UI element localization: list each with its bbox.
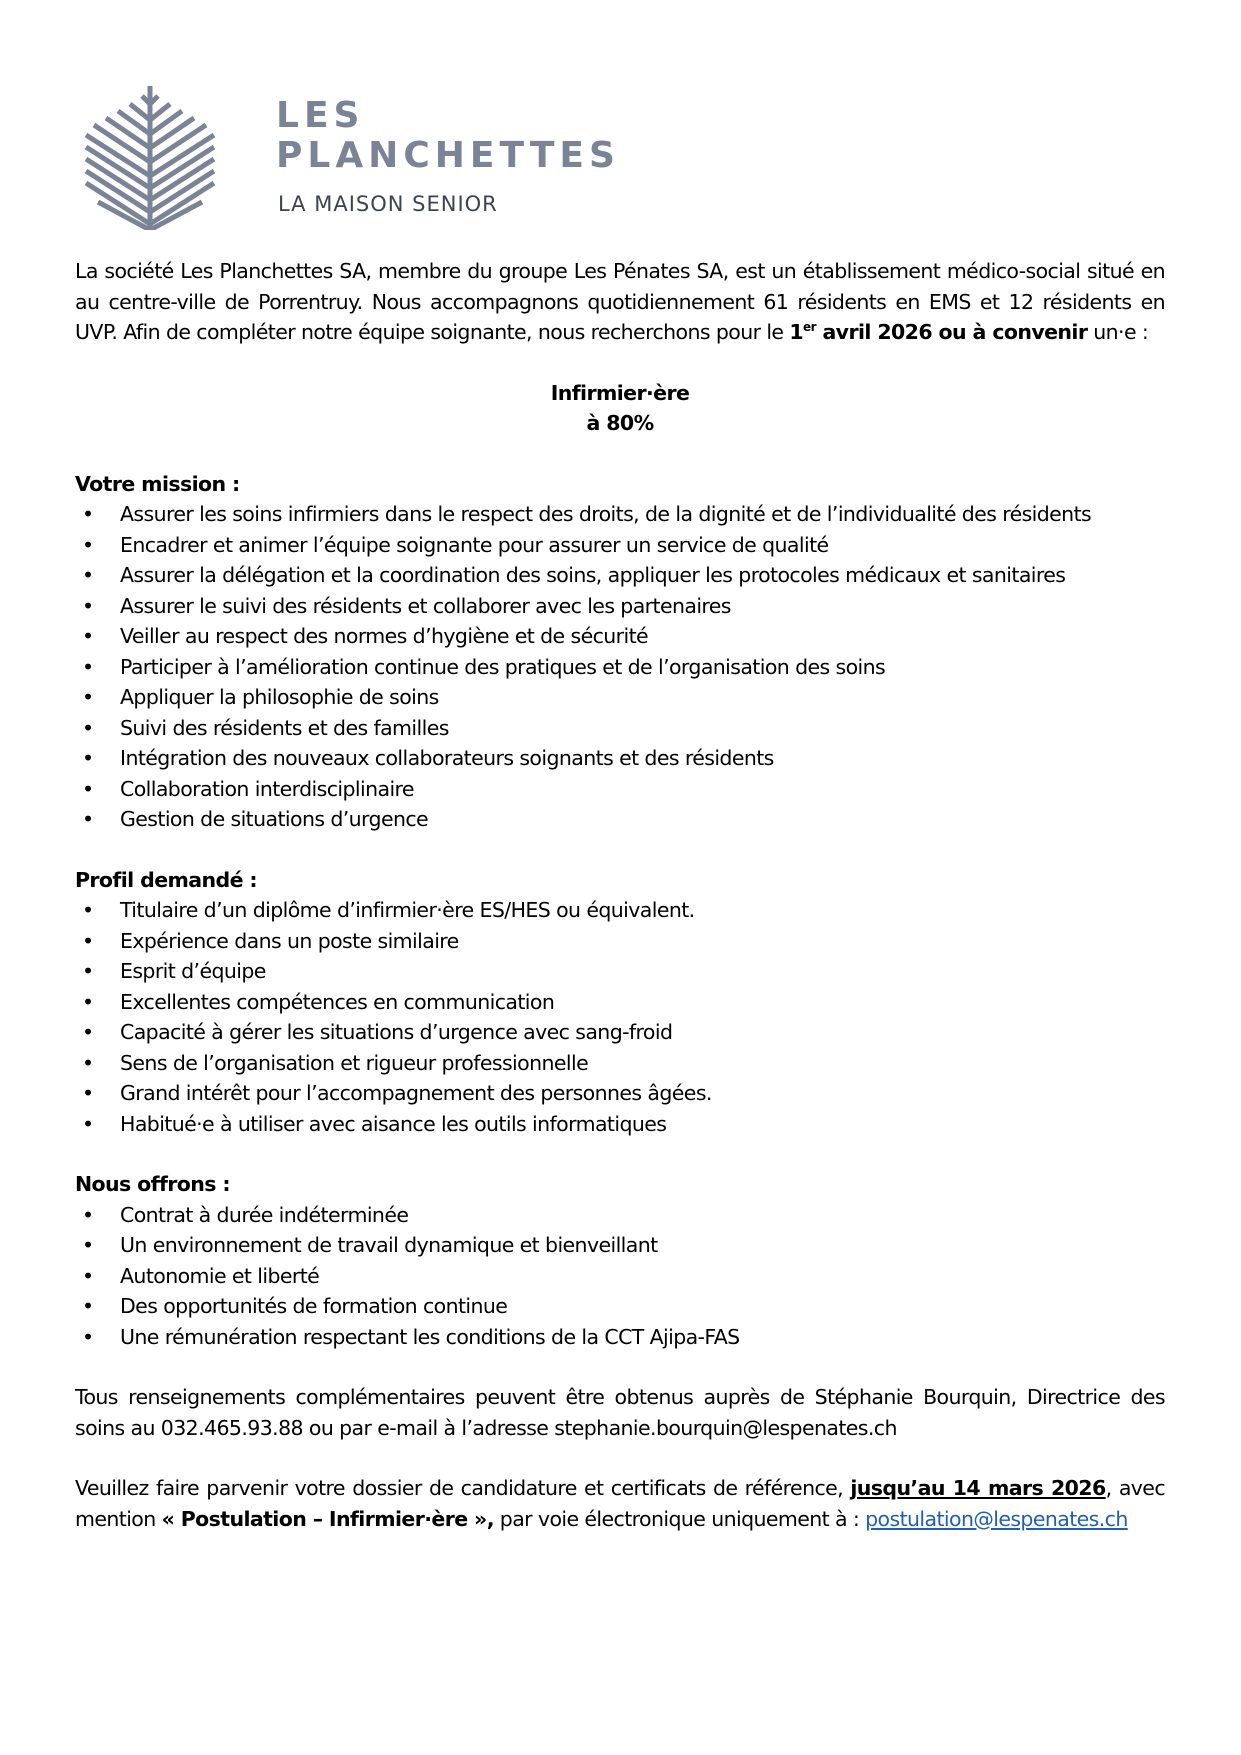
logo-tagline: LA MAISON SENIOR — [278, 192, 498, 216]
start-date-day: 1 — [789, 320, 804, 344]
list-item: • Participer à l’amélioration continue des pratiques et de l’organisation des soins — [75, 652, 1165, 683]
list-item: • Suivi des résidents et des familles — [75, 713, 1165, 744]
list-item: • Esprit d’équipe — [75, 956, 1165, 987]
list-item: • Sens de l’organisation et rigueur professionnelle — [75, 1048, 1165, 1079]
list-item: • Assurer le suivi des résidents et collaborer avec les partenaires — [75, 591, 1165, 622]
list-item: • Des opportunités de formation continue — [75, 1291, 1165, 1322]
list-item: • Assurer les soins infirmiers dans le respect des droits, de la dignité et de l’individualité des résidents — [75, 499, 1165, 530]
apply-email-link[interactable]: postulation@lespenates.ch — [865, 1506, 1128, 1531]
mission-list — [75, 499, 1165, 835]
logo-line-2: PLANCHETTES — [276, 135, 620, 176]
apply-text-post: par voie électronique uniquement à : — [493, 1506, 866, 1531]
start-date-ordinal: er — [803, 320, 816, 334]
list-item: • Habitué·e à utiliser avec aisance les outils informatiques — [75, 1109, 1165, 1140]
list-item: • Titulaire d’un diplôme d’infirmier·ère ES/HES ou équivalent. — [75, 895, 1165, 926]
list-item: • Appliquer la philosophie de soins — [75, 682, 1165, 713]
logo-line-1: LES — [276, 95, 365, 136]
apply-text-pre: Veuillez faire parvenir votre dossier de candidature et certificats de référence, — [75, 1476, 851, 1500]
list-item: • Gestion de situations d’urgence — [75, 804, 1165, 835]
job-title: Infirmier·ère — [550, 380, 690, 405]
list-item: • Une rémunération respectant les conditions de la CCT Ajipa-FAS — [75, 1322, 1165, 1353]
list-item: • Encadrer et animer l’équipe soignante pour assurer un service de qualité — [75, 530, 1165, 561]
leaf-hexagon-icon — [84, 80, 224, 230]
company-logo — [84, 80, 624, 230]
intro-text: La société Les Planchettes SA, membre du groupe Les Pénates SA, est un établissement médico-social situé en au centre-ville de Porrentruy. Nous accompagnons quotidiennement 61 résidents en EMS et 12 résidents en UVP. Afin de compléter notre équipe soignante, nous recherchons pour le — [75, 259, 1165, 344]
list-item: • Assurer la délégation et la coordination des soins, appliquer les protocoles médicaux et sanitaires — [75, 560, 1165, 591]
start-date-rest: avril 2026 ou à convenir — [815, 320, 1088, 344]
list-item: • Excellentes compétences en communication — [75, 987, 1165, 1018]
offer-list — [75, 1200, 1165, 1353]
list-item: • Autonomie et liberté — [75, 1261, 1165, 1292]
list-item: • Capacité à gérer les situations d’urgence avec sang-froid — [75, 1017, 1165, 1048]
intro-tail: un·e : — [1087, 320, 1149, 344]
mission-heading: Votre mission : — [75, 471, 240, 496]
intro-paragraph — [75, 256, 1165, 348]
logo-name — [276, 96, 620, 176]
apply-text-mid: , avec mention — [75, 1476, 1165, 1531]
job-rate: à 80% — [586, 411, 654, 435]
profile-list — [75, 895, 1165, 1139]
list-item: • Intégration des nouveaux collaborateurs soignants et des résidents — [75, 743, 1165, 774]
list-item: • Veiller au respect des normes d’hygiène et de sécurité — [75, 621, 1165, 652]
contact-paragraph: Tous renseignements complémentaires peuvent être obtenus auprès de Stéphanie Bourquin, Directrice des soins au 032.465.93.88 ou par e-mail à l’adresse stephanie.bourquin@lespenates.ch — [75, 1385, 1165, 1440]
list-item: • Contrat à durée indéterminée — [75, 1200, 1165, 1231]
apply-deadline: jusqu’au 14 mars 2026 — [850, 1476, 1106, 1500]
list-item: • Grand intérêt pour l’accompagnement des personnes âgées. — [75, 1078, 1165, 1109]
list-item: • Expérience dans un poste similaire — [75, 926, 1165, 957]
job-posting — [75, 256, 1165, 1534]
offer-heading: Nous offrons : — [75, 1172, 231, 1196]
job-title-block — [75, 378, 1165, 439]
list-item: • Collaboration interdisciplinaire — [75, 774, 1165, 805]
list-item: • Un environnement de travail dynamique et bienveillant — [75, 1230, 1165, 1261]
apply-paragraph — [75, 1473, 1165, 1534]
start-date — [789, 320, 1087, 344]
profile-heading: Profil demandé : — [75, 867, 258, 892]
apply-subject: « Postulation – Infirmier·ère », — [161, 1506, 494, 1531]
